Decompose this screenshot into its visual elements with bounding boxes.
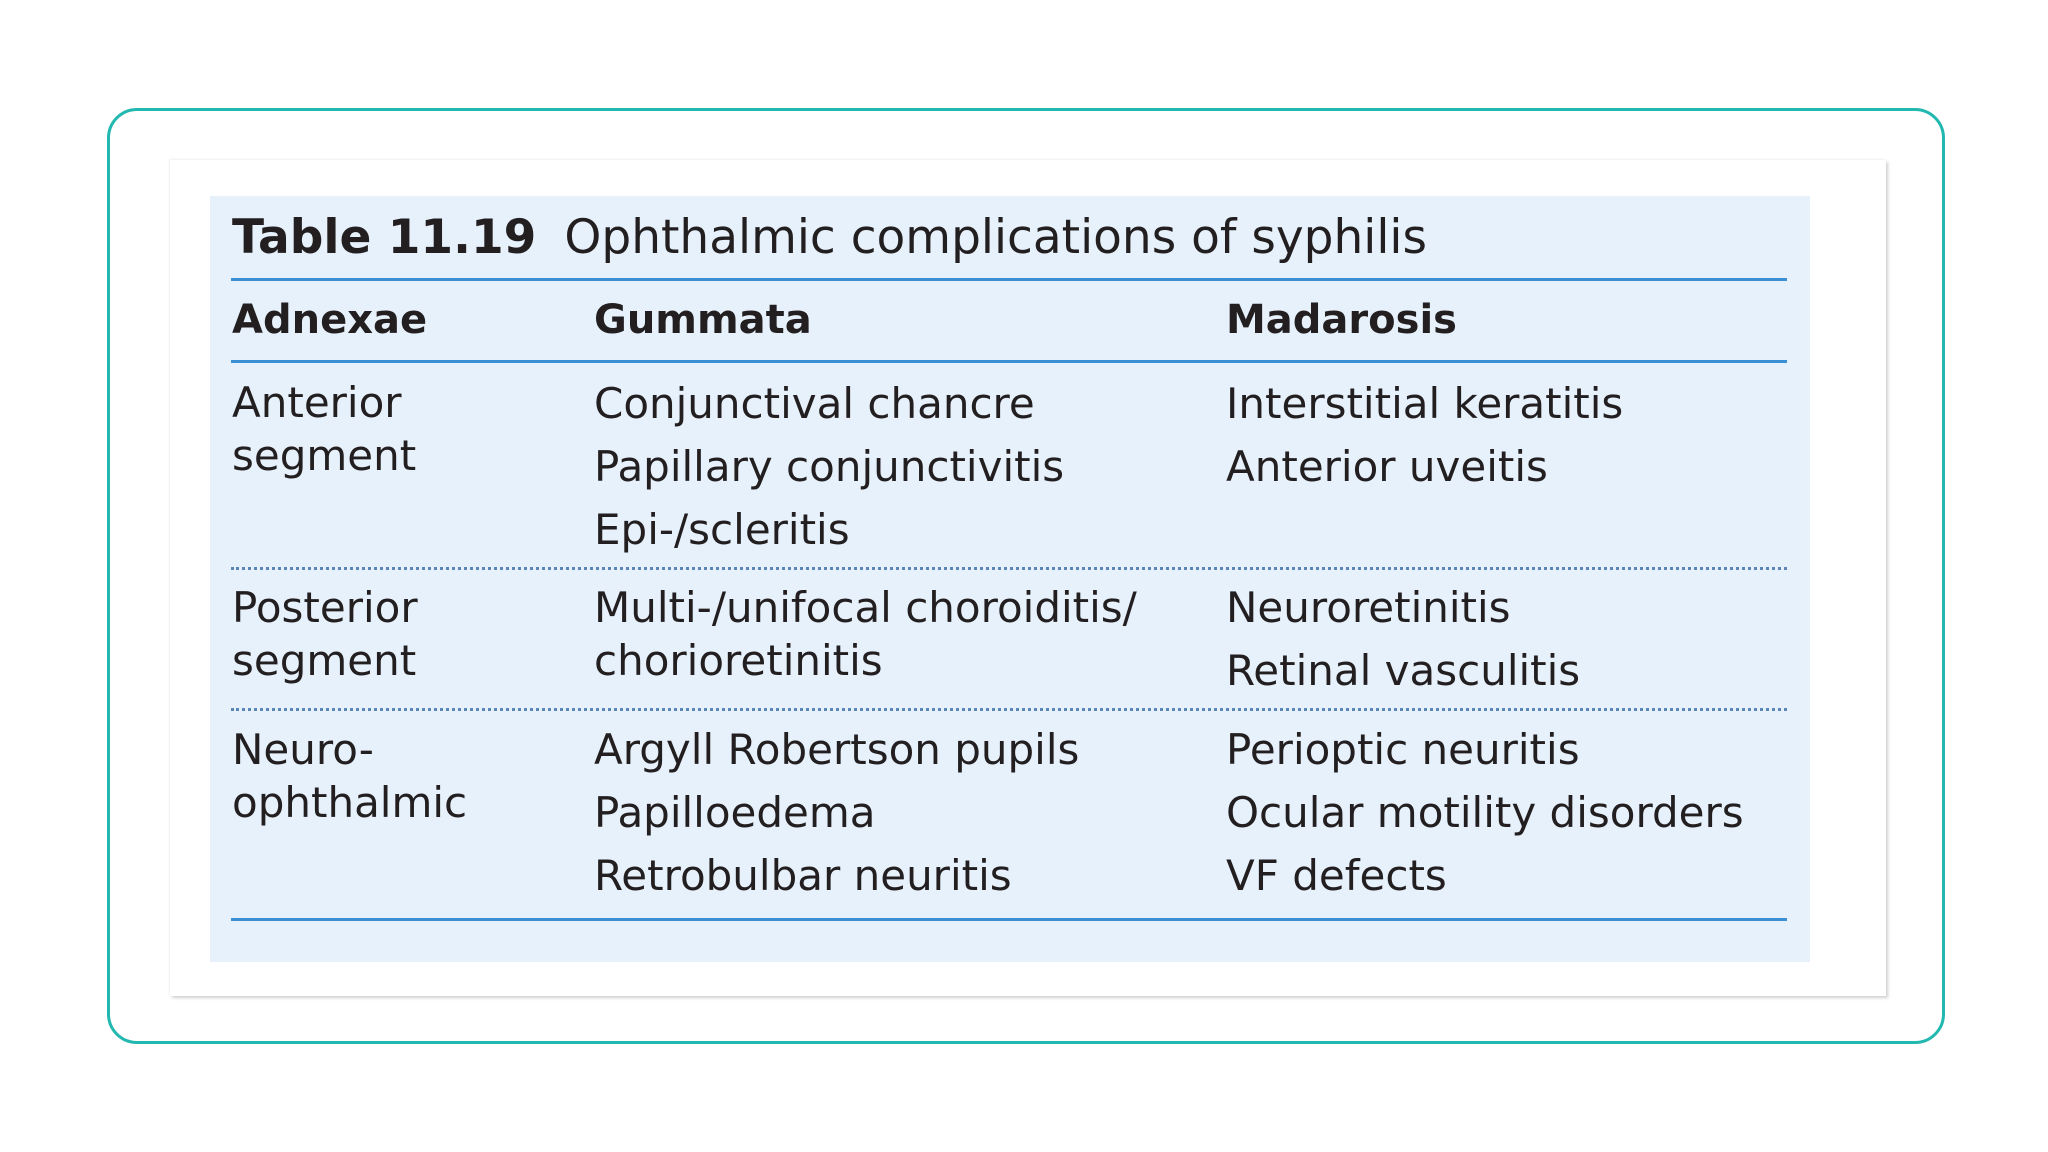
cell-line: Conjunctival chancre — [594, 379, 1035, 428]
row-label-line: ophthalmic — [232, 778, 468, 827]
row-label-line: Neuro- — [232, 725, 374, 774]
cell-line: Anterior uveitis — [1226, 442, 1548, 491]
cell-line: Retrobulbar neuritis — [594, 851, 1012, 900]
row-label-line: Anterior — [232, 378, 402, 427]
cell-line: Epi-/scleritis — [594, 505, 850, 554]
row-divider — [231, 708, 1787, 711]
row-divider — [231, 567, 1787, 570]
cell-line: Perioptic neuritis — [1226, 725, 1580, 774]
cell-line: Interstitial keratitis — [1226, 379, 1624, 428]
cell-line: chorioretinitis — [594, 636, 883, 685]
row-cell-posterior-col3 — [1226, 576, 1580, 702]
row-cell-neuro-col2 — [594, 718, 1079, 907]
header-col-1: Adnexae — [232, 297, 428, 343]
row-label-anterior — [232, 376, 416, 482]
row-cell-anterior-col2 — [594, 372, 1064, 561]
cell-line: Neuroretinitis — [1226, 583, 1511, 632]
cell-line: Papillary conjunctivitis — [594, 442, 1065, 491]
header-col-3: Madarosis — [1226, 297, 1457, 343]
row-label-line: Posterior — [232, 583, 418, 632]
table-number: Table 11.19 — [232, 210, 537, 265]
top-rule — [231, 278, 1787, 281]
row-label-neuro — [232, 723, 467, 829]
cell-line: Retinal vasculitis — [1226, 646, 1581, 695]
cell-line: Ocular motility disorders — [1226, 788, 1744, 837]
table-title: Ophthalmic complications of syphilis — [564, 210, 1427, 265]
row-label-line: segment — [232, 431, 417, 480]
row-label-line: segment — [232, 636, 417, 685]
row-cell-anterior-col3 — [1226, 372, 1623, 498]
row-label-posterior — [232, 581, 418, 687]
cell-line: Papilloedema — [594, 788, 876, 837]
cell-line: Argyll Robertson pupils — [594, 725, 1080, 774]
cell-line: VF defects — [1226, 851, 1447, 900]
header-rule — [231, 360, 1787, 363]
cell-line: Multi-/unifocal choroiditis/ — [594, 583, 1137, 632]
table-caption — [232, 208, 1427, 268]
header-col-2: Gummata — [594, 297, 812, 343]
row-cell-posterior-col2 — [594, 581, 1137, 687]
row-cell-neuro-col3 — [1226, 718, 1744, 907]
bottom-rule — [231, 918, 1787, 921]
